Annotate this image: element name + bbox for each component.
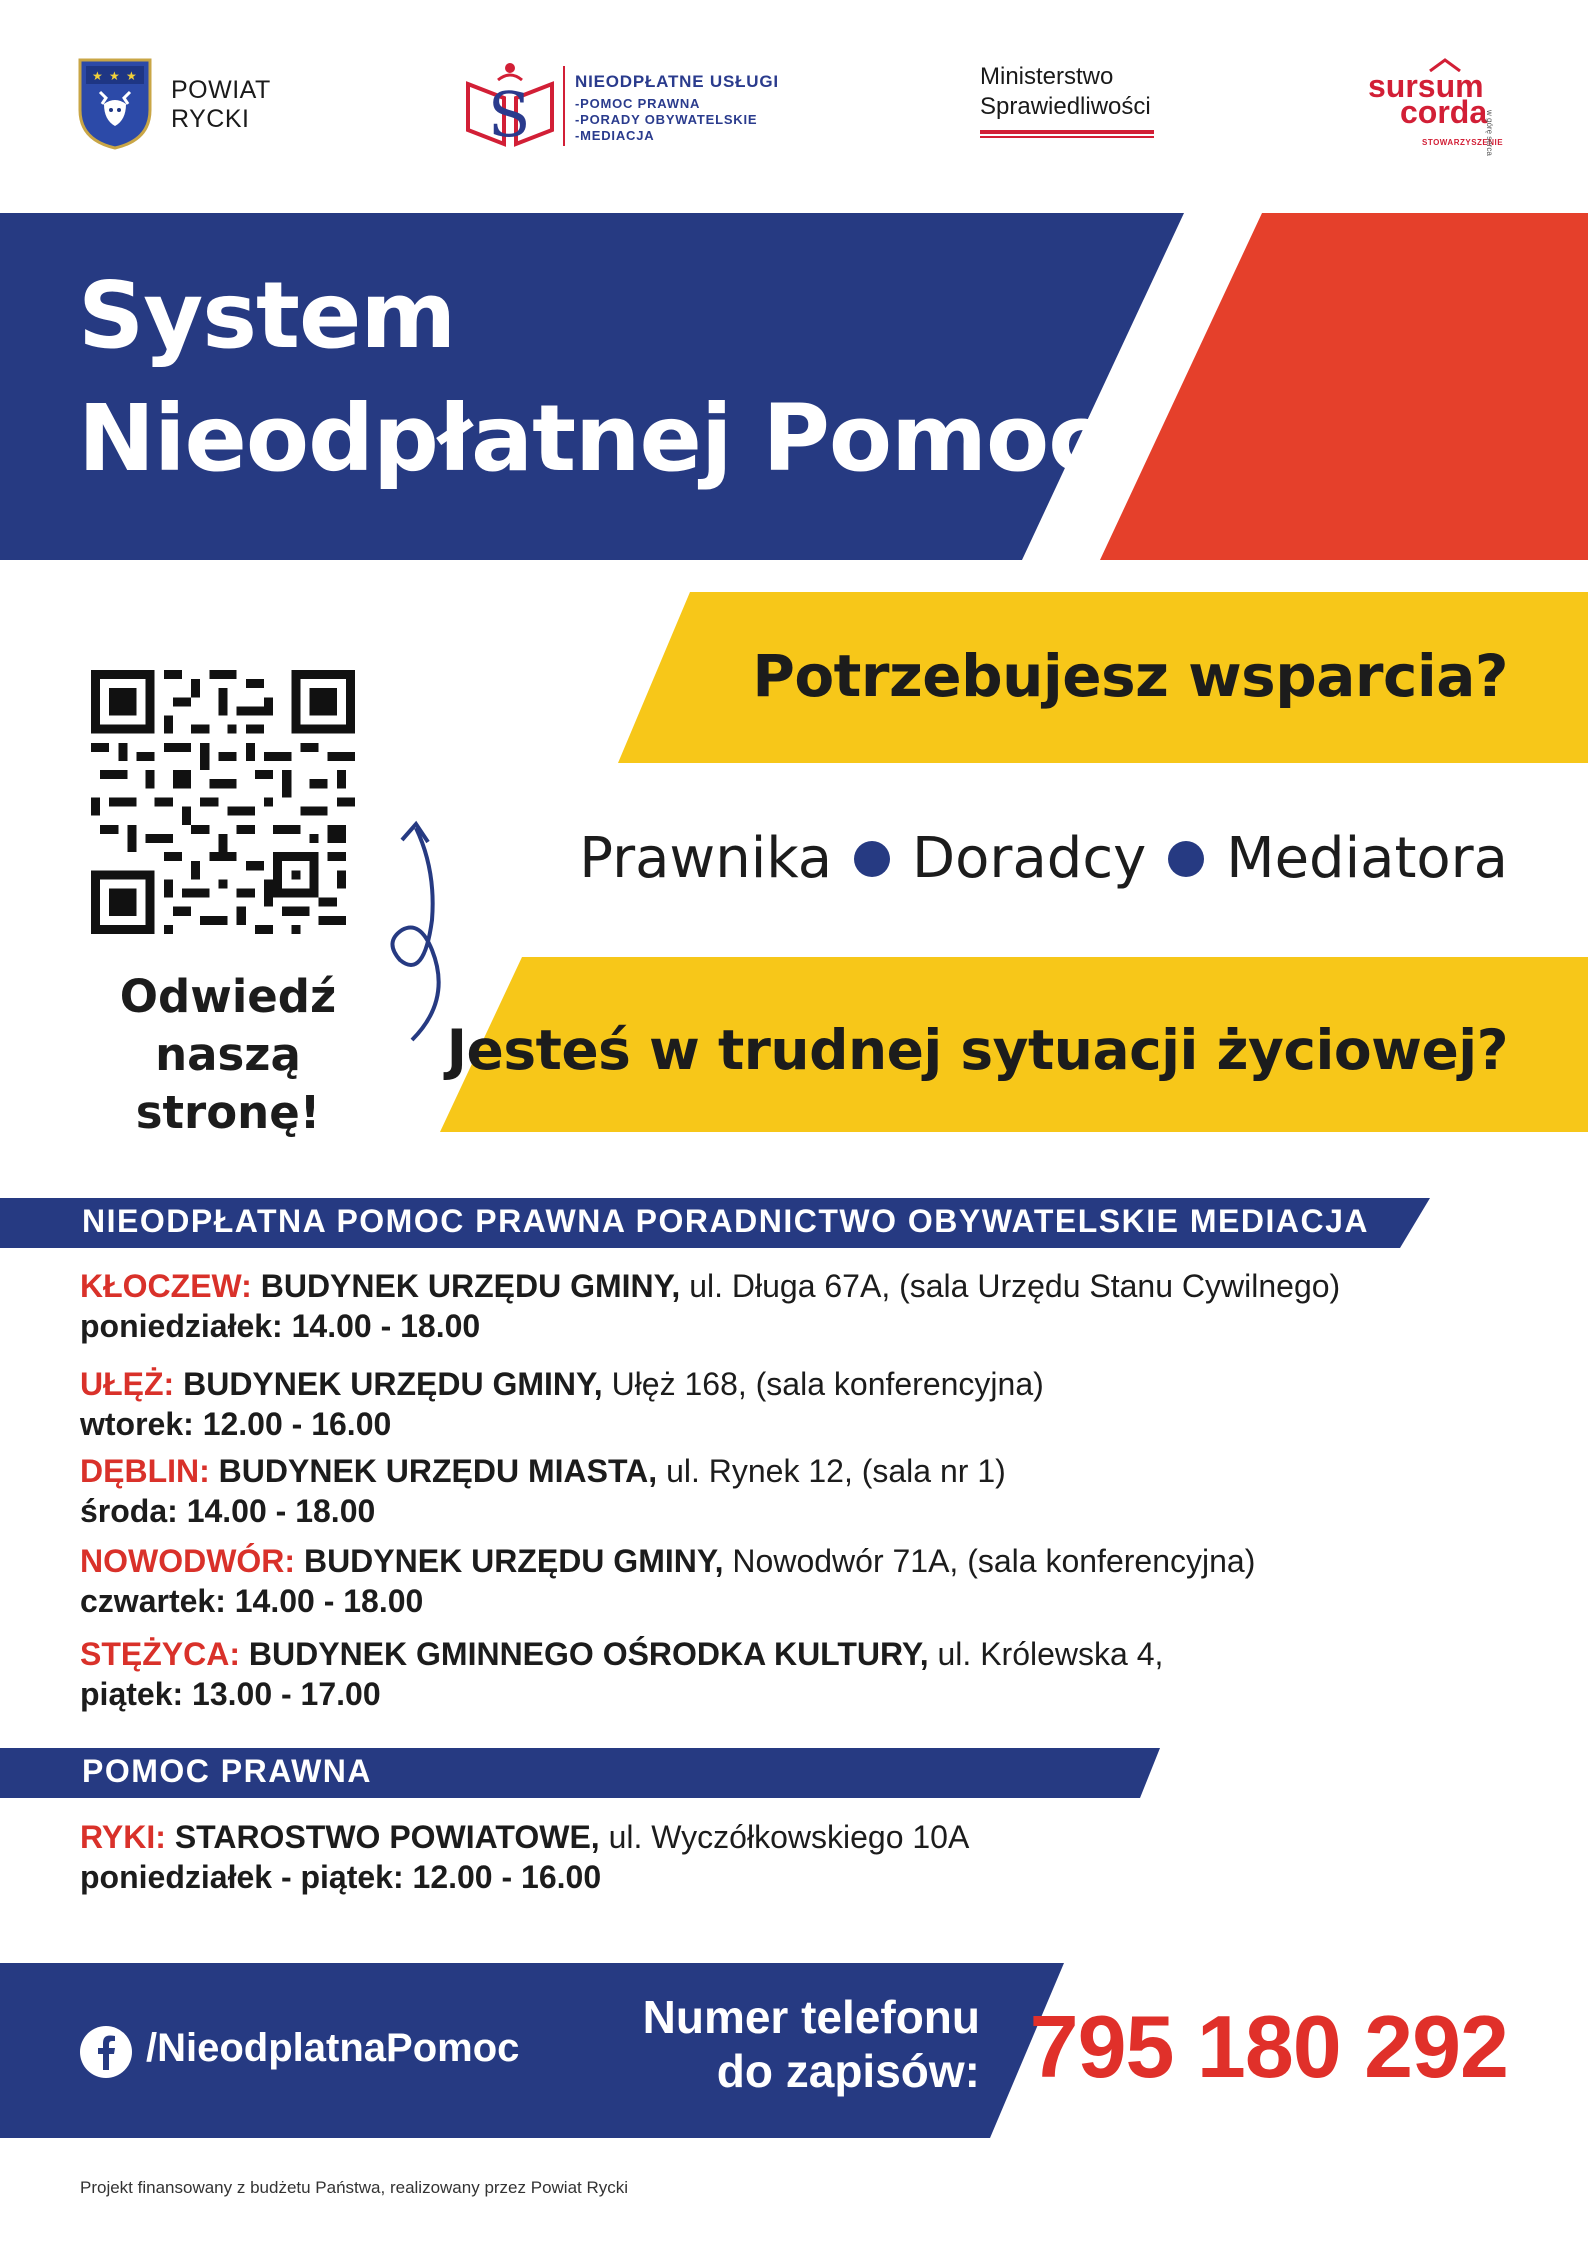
location-address: ul. Długa 67A, (sala Urzędu Stanu Cywilnego) [689,1268,1341,1304]
sursum-word: sursum [1368,68,1484,104]
location-building: BUDYNEK URZĘDU GMINY, [183,1366,603,1402]
ministry-line1: Ministerstwo [980,63,1114,90]
nieodplatne-divider [563,66,565,146]
location-building: STAROSTWO POWIATOWE, [174,1819,600,1855]
section2-heading: POMOC PRAWNA [82,1753,372,1789]
support-question-1: Potrzebujesz wsparcia? [752,642,1508,710]
location-building: BUDYNEK URZĘDU MIASTA, [218,1453,658,1489]
phone-label-line1: Numer telefonu [642,1991,980,2043]
location-item [80,1817,969,1897]
nu-item: -PORADY OBYWATELSKIE [575,112,758,127]
sursum-sub: STOWARZYSZENIE [1422,138,1504,147]
svg-text:★: ★ [92,69,103,83]
location-hours: wtorek: 12.00 - 16.00 [80,1406,392,1442]
facebook-icon[interactable] [80,2026,132,2078]
visit-line2: naszą stronę! [135,1028,321,1139]
powiat-line1: POWIAT [171,76,271,104]
section1-heading: NIEODPŁATNA POMOC PRAWNA PORADNICTWO OBYWATELSKIE MEDIACJA [82,1203,1369,1239]
location-city: STĘŻYCA: [80,1636,240,1672]
location-building: BUDYNEK URZĘDU GMINY, [260,1268,681,1304]
role-mediator: Mediatora [1226,826,1508,891]
powiat-rycki-name [171,76,271,134]
nu-item: -MEDIACJA [575,128,655,143]
qr-code[interactable] [91,670,355,934]
svg-text:★: ★ [126,69,137,83]
hero-title-line2: Nieodpłatnej Pomocy [78,385,1161,492]
location-building: BUDYNEK URZĘDU GMINY, [303,1543,724,1579]
powiat-rycki-crest [78,58,152,150]
corda-word: corda [1400,94,1488,130]
location-city: DĘBLIN: [80,1453,210,1489]
ministry-logo-text [980,62,1151,122]
funding-footnote: Projekt finansowany z budżetu Państwa, realizowany przez Powiat Rycki [80,2178,629,2197]
ministry-flag-stripe-thin [980,136,1154,138]
location-address: ul. Wyczółkowskiego 10A [608,1819,970,1855]
nieodplatne-uslugi-title: NIEODPŁATNE USŁUGI [575,72,779,91]
location-address: ul. Królewska 4, [937,1636,1164,1672]
phone-label-line2: do zapisów: [716,2045,980,2097]
role-advisor: Doradcy [912,826,1147,891]
nieodplatne-uslugi-items [575,96,757,144]
facebook-handle-link[interactable]: /NieodplatnaPomoc [146,2026,520,2070]
ministry-flag-stripe [980,130,1154,134]
location-address: Ułęż 168, (sala konferencyjna) [611,1366,1044,1402]
phone-label [600,1990,980,2098]
location-item [80,1541,1255,1621]
location-hours: poniedziałek - piątek: 12.00 - 16.00 [80,1859,602,1895]
location-city: RYKI: [80,1819,166,1855]
location-city: NOWODWÓR: [80,1543,296,1579]
location-item [80,1364,1044,1444]
location-address: ul. Rynek 12, (sala nr 1) [666,1453,1006,1489]
location-hours: poniedziałek: 14.00 - 18.00 [80,1308,481,1344]
sursum-corda-logo [1362,58,1512,154]
sursum-side: w górę serca [1485,110,1494,156]
bullet-dot [854,841,890,877]
location-hours: czwartek: 14.00 - 18.00 [80,1583,424,1619]
location-building: BUDYNEK GMINNEGO OŚRODKA KULTURY, [248,1636,929,1672]
location-item [80,1266,1340,1346]
location-hours: środa: 14.00 - 18.00 [80,1493,376,1529]
role-lawyer: Prawnika [579,826,833,891]
bullet-dot [1168,841,1204,877]
powiat-line2: RYCKI [171,105,250,133]
hero-title-line1: System [78,262,456,369]
support-question-2: Jesteś w trudnej sytuacji życiowej? [446,1018,1508,1082]
visit-website-callout [68,968,388,1142]
location-item [80,1451,1006,1531]
location-city: UŁĘŻ: [80,1366,175,1402]
support-roles [579,826,1508,891]
visit-line1: Odwiedź [119,970,337,1023]
svg-text:S: S [488,78,531,150]
phone-number[interactable]: 795 180 292 [1029,1997,1508,2096]
location-hours: piątek: 13.00 - 17.00 [80,1676,381,1712]
ministry-line2: Sprawiedliwości [980,93,1151,120]
nieodplatne-uslugi-mark [462,58,558,150]
location-city: KŁOCZEW: [80,1268,252,1304]
svg-text:★: ★ [109,69,120,83]
title-red-shape [1100,213,1588,560]
nu-item: -POMOC PRAWNA [575,96,701,111]
location-item [80,1634,1163,1714]
location-address: Nowodwór 71A, (sala konferencyjna) [732,1543,1256,1579]
